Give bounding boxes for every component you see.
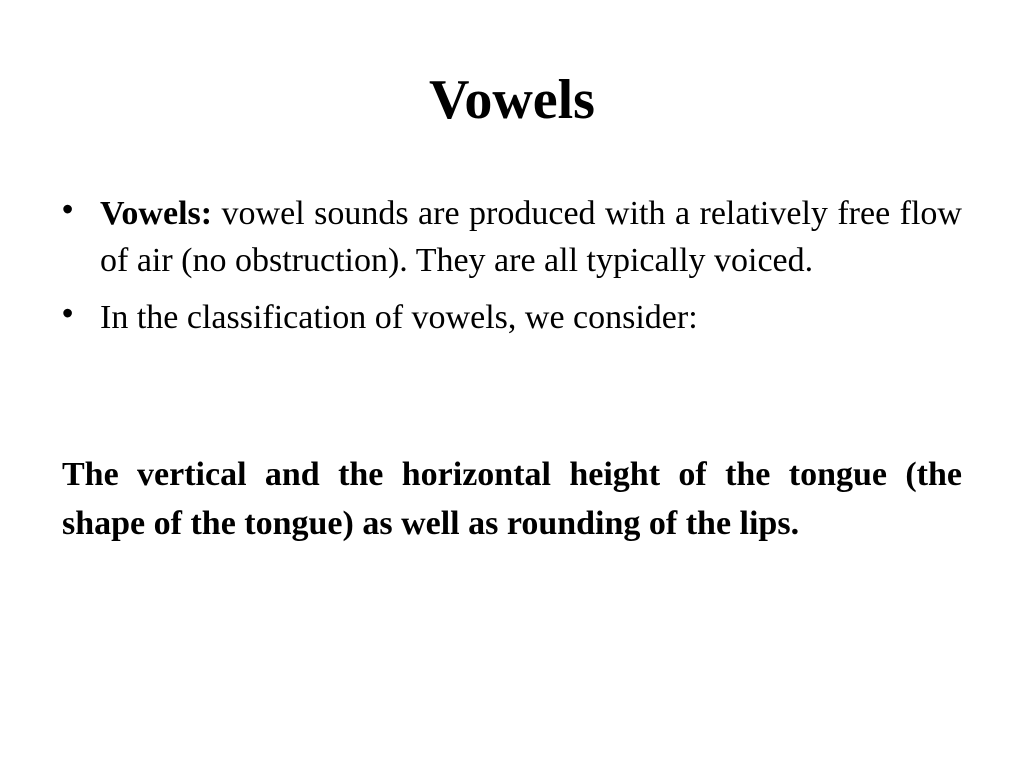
bullet-item-classification [62,294,962,341]
bullet-list [62,190,962,351]
bullet-icon: • [62,295,74,331]
bullet-lead-text: Vowels: [100,195,213,232]
bullet-item-vowels-definition [62,190,962,284]
slide-title: Vowels [429,69,595,131]
summary-paragraph: The vertical and the horizontal height of the tongue (the shape of the tongue) as well as rounding of the lips. [62,456,962,542]
bullet-icon: • [62,191,74,227]
bullet-body-text: vowel sounds are produced with a relatively free flow of air (no obstruction). They are all typically voiced. [100,195,962,279]
bullet-body-text: In the classification of vowels, we consider: [100,299,698,336]
